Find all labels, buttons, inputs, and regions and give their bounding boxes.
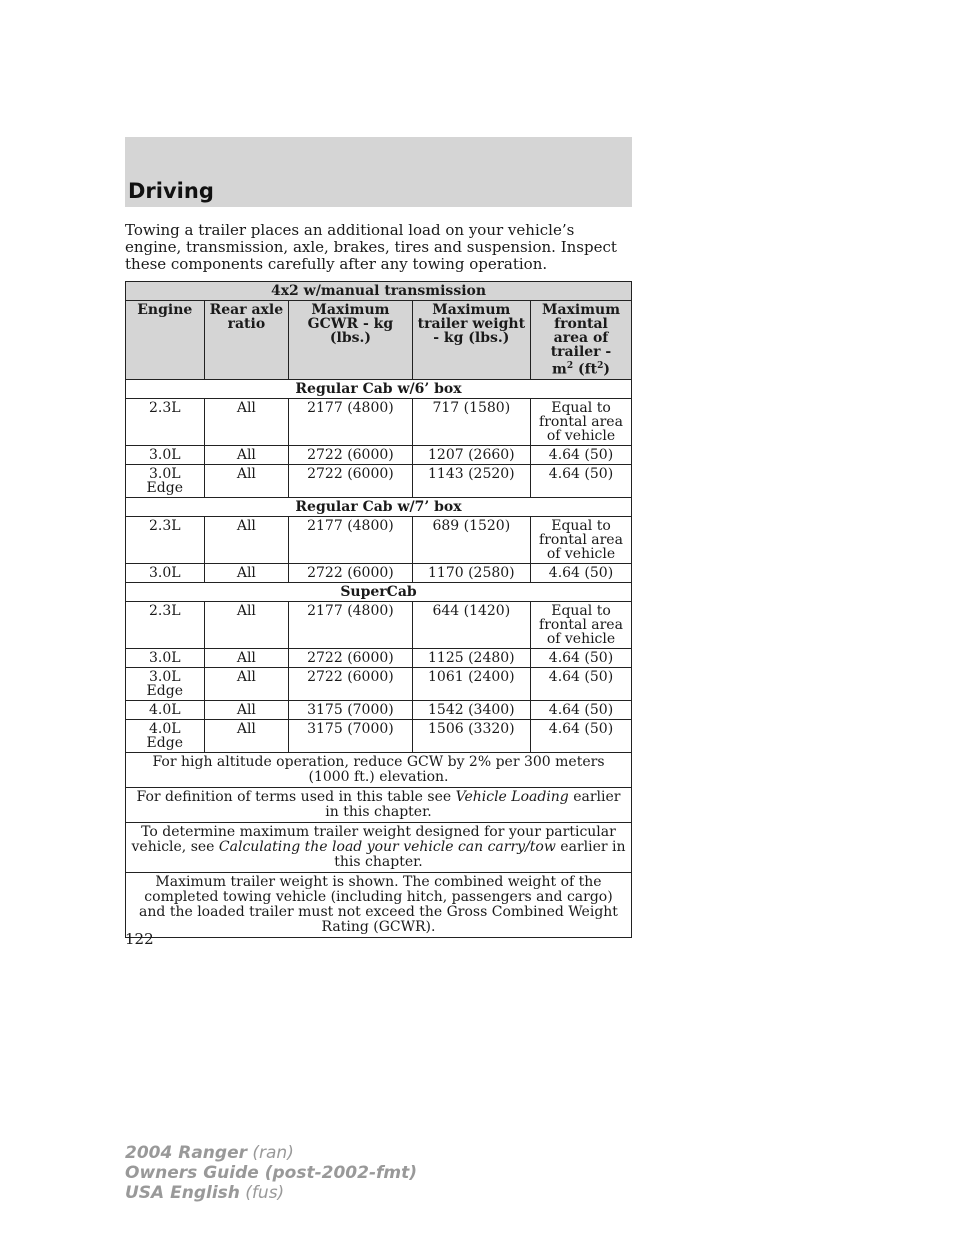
cell-gcwr: 2722 (6000) bbox=[289, 464, 412, 497]
note-row bbox=[126, 787, 632, 822]
cell-gcwr: 2177 (4800) bbox=[289, 398, 412, 445]
frontal-area-sup2: 2 bbox=[597, 361, 604, 371]
table-title-row bbox=[126, 282, 632, 301]
footer-line-3 bbox=[125, 1183, 417, 1203]
frontal-area-m: m bbox=[552, 361, 567, 378]
cell-rear-axle: All bbox=[204, 700, 289, 719]
col-header-rear-axle: Rear axle ratio bbox=[204, 301, 289, 380]
cell-trailer-weight: 1506 (3320) bbox=[412, 719, 530, 752]
table-row bbox=[126, 719, 632, 752]
section-row bbox=[126, 582, 632, 601]
note-altitude: For high altitude operation, reduce GCW by 2% per 300 meters (1000 ft.) elevation. bbox=[126, 752, 632, 787]
table-row bbox=[126, 700, 632, 719]
section-title: SuperCab bbox=[126, 582, 632, 601]
cell-trailer-weight: 689 (1520) bbox=[412, 516, 530, 563]
cell-trailer-weight: 644 (1420) bbox=[412, 601, 530, 648]
footer-line-2 bbox=[125, 1163, 417, 1183]
note-definition bbox=[126, 787, 632, 822]
section-row bbox=[126, 379, 632, 398]
section-row bbox=[126, 497, 632, 516]
cell-engine: 3.0L bbox=[126, 445, 205, 464]
document-footer bbox=[125, 1143, 417, 1203]
footer-line-1 bbox=[125, 1143, 417, 1163]
table-header-row bbox=[126, 301, 632, 380]
table-row bbox=[126, 601, 632, 648]
cell-gcwr: 2177 (4800) bbox=[289, 516, 412, 563]
table-row bbox=[126, 667, 632, 700]
cell-rear-axle: All bbox=[204, 648, 289, 667]
cell-frontal-area: 4.64 (50) bbox=[530, 719, 631, 752]
table-row bbox=[126, 648, 632, 667]
cell-trailer-weight: 1143 (2520) bbox=[412, 464, 530, 497]
cell-gcwr: 2177 (4800) bbox=[289, 601, 412, 648]
cell-engine: 2.3L bbox=[126, 516, 205, 563]
col-header-trailer-weight: Maximum trailer weight - kg (lbs.) bbox=[412, 301, 530, 380]
table-body bbox=[126, 379, 632, 752]
cell-engine: 3.0L Edge bbox=[126, 667, 205, 700]
frontal-area-prefix: Maximum frontal area of trailer - bbox=[541, 302, 621, 360]
cell-trailer-weight: 1125 (2480) bbox=[412, 648, 530, 667]
towing-table bbox=[125, 281, 632, 938]
cell-engine: 3.0L bbox=[126, 563, 205, 582]
note-max-weight: Maximum trailer weight is shown. The combined weight of the completed towing vehicle (including hitch, passengers and cargo) and the loaded trailer must not exceed the Gross Combined Weight Rating (GCWR). bbox=[126, 872, 632, 937]
note-determine bbox=[126, 822, 632, 872]
section-title: Regular Cab w/6’ box bbox=[126, 379, 632, 398]
cell-engine: 4.0L Edge bbox=[126, 719, 205, 752]
section-header-band bbox=[125, 137, 632, 207]
section-title: Driving bbox=[128, 179, 214, 203]
cell-frontal-area: Equal to frontal area of vehicle bbox=[530, 516, 631, 563]
cell-trailer-weight: 1061 (2400) bbox=[412, 667, 530, 700]
section-title: Regular Cab w/7’ box bbox=[126, 497, 632, 516]
cell-rear-axle: All bbox=[204, 398, 289, 445]
footer-model: 2004 Ranger bbox=[125, 1143, 247, 1163]
cell-frontal-area: 4.64 (50) bbox=[530, 667, 631, 700]
cell-engine: 3.0L Edge bbox=[126, 464, 205, 497]
cell-gcwr: 2722 (6000) bbox=[289, 667, 412, 700]
note-row bbox=[126, 872, 632, 937]
cell-engine: 3.0L bbox=[126, 648, 205, 667]
table-row bbox=[126, 516, 632, 563]
note-determine-pre: To determine maximum trailer weight designed for your particular vehicle, see bbox=[131, 823, 616, 855]
cell-rear-axle: All bbox=[204, 719, 289, 752]
col-header-gcwr: Maximum GCWR - kg (lbs.) bbox=[289, 301, 412, 380]
cell-engine: 2.3L bbox=[126, 601, 205, 648]
cell-gcwr: 2722 (6000) bbox=[289, 445, 412, 464]
cell-rear-axle: All bbox=[204, 464, 289, 497]
note-row bbox=[126, 752, 632, 787]
cell-gcwr: 2722 (6000) bbox=[289, 563, 412, 582]
table-notes bbox=[126, 752, 632, 937]
cell-engine: 2.3L bbox=[126, 398, 205, 445]
table-row bbox=[126, 464, 632, 497]
note-definition-ref: Vehicle Loading bbox=[455, 788, 569, 805]
cell-gcwr: 2722 (6000) bbox=[289, 648, 412, 667]
cell-frontal-area: 4.64 (50) bbox=[530, 648, 631, 667]
cell-rear-axle: All bbox=[204, 516, 289, 563]
footer-language-code: (fus) bbox=[245, 1183, 285, 1203]
footer-language: USA English bbox=[125, 1183, 240, 1203]
cell-gcwr: 3175 (7000) bbox=[289, 719, 412, 752]
cell-rear-axle: All bbox=[204, 667, 289, 700]
cell-frontal-area: 4.64 (50) bbox=[530, 700, 631, 719]
frontal-area-sup1: 2 bbox=[566, 361, 574, 371]
frontal-area-ft: (ft bbox=[577, 361, 598, 378]
cell-frontal-area: Equal to frontal area of vehicle bbox=[530, 398, 631, 445]
cell-frontal-area: 4.64 (50) bbox=[530, 464, 631, 497]
cell-rear-axle: All bbox=[204, 601, 289, 648]
col-header-frontal-area bbox=[530, 301, 631, 380]
footer-guide: Owners Guide (post-2002-fmt) bbox=[125, 1163, 418, 1183]
table-title: 4x2 w/manual transmission bbox=[126, 282, 632, 301]
table-row bbox=[126, 563, 632, 582]
note-definition-post: earlier in this chapter. bbox=[325, 788, 621, 820]
col-header-engine: Engine bbox=[126, 301, 205, 380]
cell-trailer-weight: 1542 (3400) bbox=[412, 700, 530, 719]
cell-trailer-weight: 1207 (2660) bbox=[412, 445, 530, 464]
note-definition-pre: For definition of terms used in this table see bbox=[136, 788, 452, 805]
footer-model-code: (ran) bbox=[252, 1143, 294, 1163]
cell-gcwr: 3175 (7000) bbox=[289, 700, 412, 719]
cell-rear-axle: All bbox=[204, 563, 289, 582]
table-row bbox=[126, 445, 632, 464]
cell-frontal-area: 4.64 (50) bbox=[530, 563, 631, 582]
cell-frontal-area: Equal to frontal area of vehicle bbox=[530, 601, 631, 648]
cell-frontal-area: 4.64 (50) bbox=[530, 445, 631, 464]
frontal-area-close: ) bbox=[603, 361, 610, 378]
page-number: 122 bbox=[125, 930, 154, 948]
note-row bbox=[126, 822, 632, 872]
note-determine-ref: Calculating the load your vehicle can carry/tow bbox=[218, 838, 556, 855]
cell-rear-axle: All bbox=[204, 445, 289, 464]
table-row bbox=[126, 398, 632, 445]
cell-engine: 4.0L bbox=[126, 700, 205, 719]
intro-paragraph: Towing a trailer places an additional load on your vehicle’s engine, transmission, axle, brakes, tires and suspension. Inspect these components carefully after any towing operation. bbox=[125, 221, 617, 273]
note-determine-post: earlier in this chapter. bbox=[334, 838, 626, 870]
cell-trailer-weight: 1170 (2580) bbox=[412, 563, 530, 582]
cell-trailer-weight: 717 (1580) bbox=[412, 398, 530, 445]
